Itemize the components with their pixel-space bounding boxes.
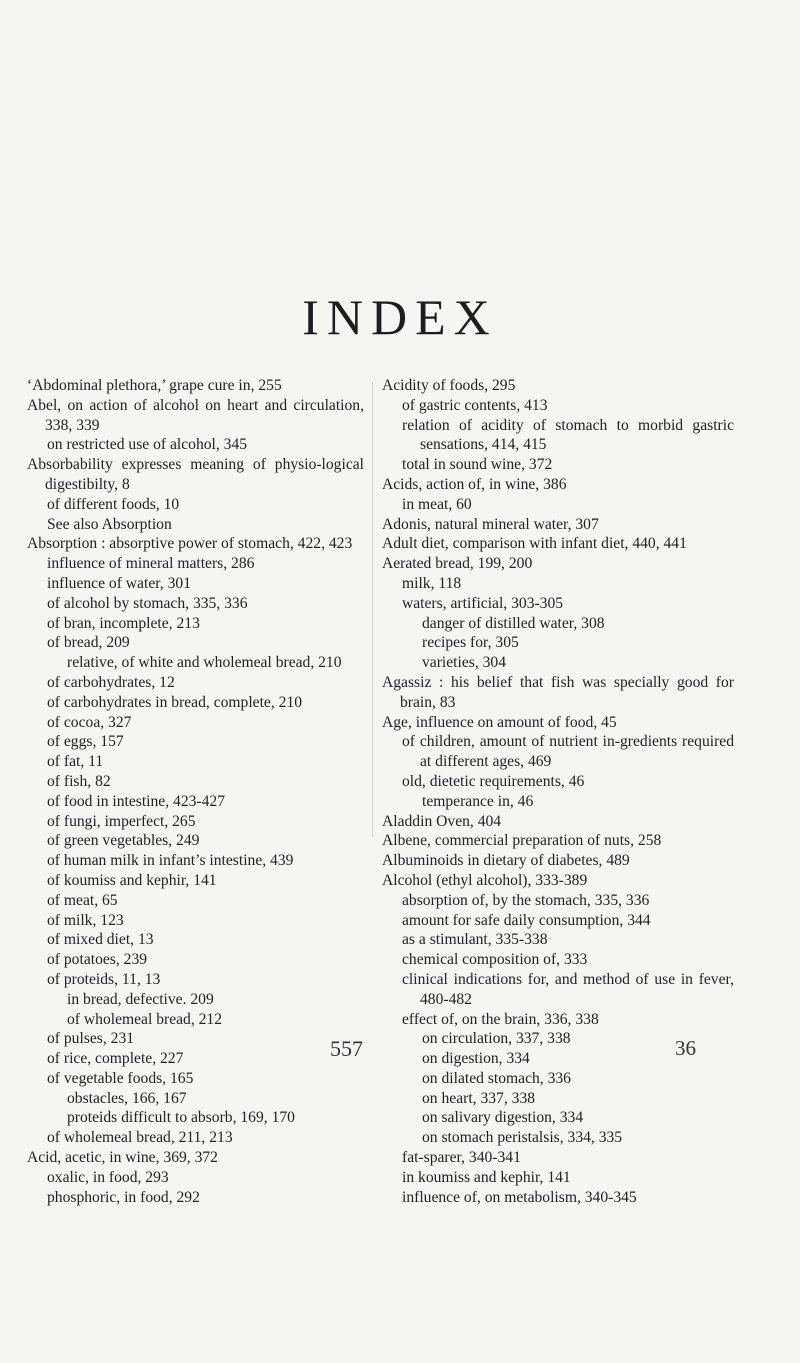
index-entry: on dilated stomach, 336 xyxy=(422,1069,571,1087)
page-number-left: 557 xyxy=(330,1036,363,1061)
index-entry: influence of, on metabolism, 340-345 xyxy=(402,1188,637,1206)
index-entry: of koumiss and kephir, 141 xyxy=(47,871,217,889)
index-entry: of carbohydrates in bread, complete, 210 xyxy=(47,693,303,711)
index-entry: milk, 118 xyxy=(402,574,462,592)
index-entry: Agassiz : his belief that fish was specially good for brain, 83 xyxy=(382,673,734,711)
index-entry: Albuminoids in dietary of diabetes, 489 xyxy=(382,852,630,870)
index-entry: ‘Abdominal plethora,’ grape cure in, 255 xyxy=(27,377,282,394)
index-entry: of wholemeal bread, 211, 213 xyxy=(47,1129,233,1147)
index-entry: of meat, 65 xyxy=(47,891,118,909)
index-entry: of children, amount of nutrient in-gredients required at different ages, 469 xyxy=(402,733,734,771)
column-divider xyxy=(372,382,373,837)
index-entry: as a stimulant, 335-338 xyxy=(402,931,548,949)
index-entry: effect of, on the brain, 336, 338 xyxy=(402,1010,599,1028)
index-entry: phosphoric, in food, 292 xyxy=(47,1188,200,1206)
index-entry: Acids, action of, in wine, 386 xyxy=(382,475,567,493)
index-entry: of human milk in infant’s intestine, 439 xyxy=(47,852,294,870)
index-entry: of proteids, 11, 13 xyxy=(47,970,161,988)
page-title: INDEX xyxy=(302,289,498,345)
index-entry: amount for safe daily consumption, 344 xyxy=(402,911,651,929)
index-entry: recipes for, 305 xyxy=(422,634,519,652)
index-entry: of cocoa, 327 xyxy=(47,713,132,731)
index-entry: of mixed diet, 13 xyxy=(47,931,154,949)
index-entry: in koumiss and kephir, 141 xyxy=(402,1168,571,1186)
index-entry: Albene, commercial preparation of nuts, 258 xyxy=(382,832,662,850)
index-entry: of potatoes, 239 xyxy=(47,951,148,969)
index-entry: on salivary digestion, 334 xyxy=(422,1109,584,1127)
index-entry: chemical composition of, 333 xyxy=(402,951,588,969)
index-entry: of wholemeal bread, 212 xyxy=(67,1010,223,1028)
index-entry: of eggs, 157 xyxy=(47,733,124,751)
index-entry: Absorption : absorptive power of stomach, 422, 423 xyxy=(27,535,353,553)
index-entry: absorption of, by the stomach, 335, 336 xyxy=(402,891,650,909)
index-entry: influence of water, 301 xyxy=(47,574,191,592)
index-entry: on restricted use of alcohol, 345 xyxy=(47,436,248,454)
index-entry: Alcohol (ethyl alcohol), 333-389 xyxy=(382,871,588,889)
index-entry: varieties, 304 xyxy=(422,654,507,672)
index-entry: of food in intestine, 423-427 xyxy=(47,792,226,810)
index-entry: Abel, on action of alcohol on heart and circulation, 338, 339 xyxy=(27,396,364,434)
index-entry: danger of distilled water, 308 xyxy=(422,614,605,632)
index-entry: of fungi, imperfect, 265 xyxy=(47,812,196,830)
index-entry: fat-sparer, 340-341 xyxy=(402,1149,521,1167)
index-entry: total in sound wine, 372 xyxy=(402,456,553,474)
index-entry: See also Absorption xyxy=(47,515,172,533)
page-number-right: 36 xyxy=(675,1036,696,1060)
index-entry: clinical indications for, and method of use in fever, 480-482 xyxy=(402,970,734,1008)
index-entry: in bread, defective. 209 xyxy=(67,990,214,1008)
index-entry: waters, artificial, 303-305 xyxy=(402,594,564,612)
index-entry: on stomach peristalsis, 334, 335 xyxy=(422,1129,623,1147)
index-entry: Acidity of foods, 295 xyxy=(382,377,516,394)
index-entry: of milk, 123 xyxy=(47,911,124,929)
index-entry: Acid, acetic, in wine, 369, 372 xyxy=(27,1149,218,1167)
index-entry: proteids difficult to absorb, 169, 170 xyxy=(67,1109,295,1127)
index-entry: of bread, 209 xyxy=(47,634,130,652)
index-entry: temperance in, 46 xyxy=(422,792,534,810)
index-entry: Aerated bread, 199, 200 xyxy=(382,555,533,573)
index-entry: Adult diet, comparison with infant diet, 440, 441 xyxy=(382,535,687,553)
index-entry: influence of mineral matters, 286 xyxy=(47,555,255,573)
index-entry: Absorbability expresses meaning of physio-logical digestibilty, 8 xyxy=(27,456,364,493)
index-entry: in meat, 60 xyxy=(402,495,472,513)
index-entry: on digestion, 334 xyxy=(422,1050,530,1068)
index-entry: old, dietetic requirements, 46 xyxy=(402,772,585,790)
index-entry: obstacles, 166, 167 xyxy=(67,1089,187,1107)
index-column-left xyxy=(27,376,364,1207)
index-entry: of gastric contents, 413 xyxy=(402,396,548,414)
index-entry: of rice, complete, 227 xyxy=(47,1050,184,1068)
index-entry: of fish, 82 xyxy=(47,772,111,790)
index-entry: oxalic, in food, 293 xyxy=(47,1168,169,1186)
index-column-right xyxy=(382,376,734,1207)
index-entry: of alcohol by stomach, 335, 336 xyxy=(47,594,248,612)
index-entry: of vegetable foods, 165 xyxy=(47,1069,194,1087)
index-entry: of different foods, 10 xyxy=(47,495,180,513)
index-entry: of bran, incomplete, 213 xyxy=(47,614,200,632)
index-entry: on circulation, 337, 338 xyxy=(422,1030,571,1048)
index-entry: relation of acidity of stomach to morbid gastric sensations, 414, 415 xyxy=(402,416,734,454)
index-entry: Aladdin Oven, 404 xyxy=(382,812,502,830)
index-entry: Adonis, natural mineral water, 307 xyxy=(382,515,599,533)
index-entry: Age, influence on amount of food, 45 xyxy=(382,713,617,731)
index-entry: of green vegetables, 249 xyxy=(47,832,200,850)
index-entry: on heart, 337, 338 xyxy=(422,1089,536,1107)
index-entry: of carbohydrates, 12 xyxy=(47,673,175,691)
index-entry: of fat, 11 xyxy=(47,753,104,771)
index-entry: relative, of white and wholemeal bread, 210 xyxy=(67,654,342,672)
index-entry: of pulses, 231 xyxy=(47,1030,135,1048)
